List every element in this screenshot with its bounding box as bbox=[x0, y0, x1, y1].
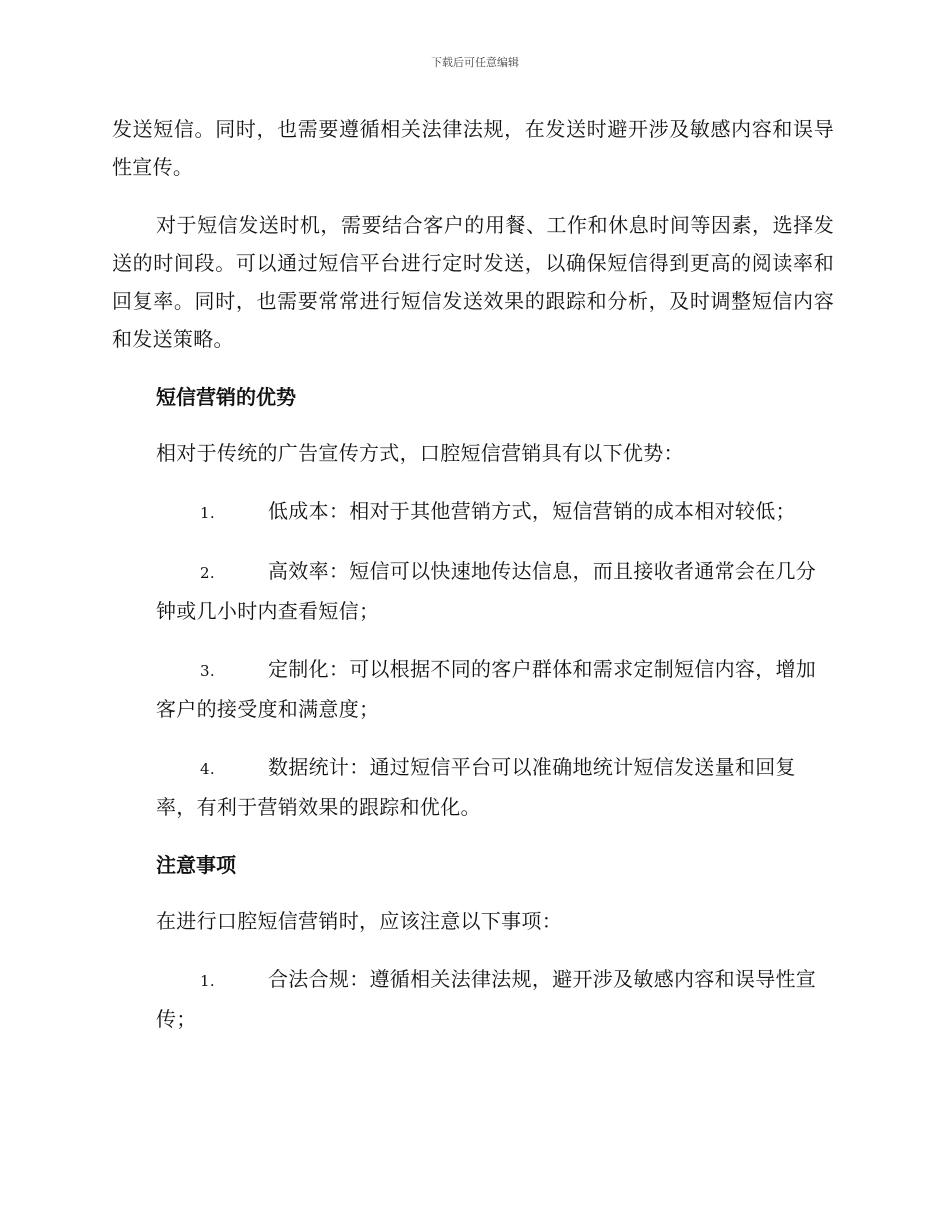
list-text: 合法合规：遵循相关法律法规，避开涉及敏感内容和误导性宣传； bbox=[156, 967, 817, 1031]
note-item-1 bbox=[112, 960, 834, 1038]
list-number: 1. bbox=[200, 972, 215, 990]
list-text: 数据统计：通过短信平台可以准确地统计短信发送量和回复率，有利于营销效果的跟踪和优化。 bbox=[156, 755, 796, 819]
page-header-note: 下载后可任意编辑 bbox=[431, 56, 519, 69]
list-text: 高效率：短信可以快速地传达信息，而且接收者通常会在几分钟或几小时内查看短信； bbox=[156, 559, 817, 623]
advantage-item-3 bbox=[112, 650, 834, 728]
advantages-intro: 相对于传统的广告宣传方式，口腔短信营销具有以下优势： bbox=[156, 441, 684, 465]
list-number: 1. bbox=[200, 504, 215, 522]
section-heading-advantages: 短信营销的优势 bbox=[156, 385, 296, 409]
list-text: 定制化：可以根据不同的客户群体和需求定制短信内容，增加客户的接受度和满意度； bbox=[156, 657, 817, 721]
paragraph-continuation: 发送短信。同时，也需要遵循相关法律法规，在发送时避开涉及敏感内容和误导性宣传。 bbox=[112, 117, 834, 179]
advantage-item-4 bbox=[112, 748, 834, 826]
document-body bbox=[112, 110, 834, 1058]
advantage-item-2 bbox=[112, 552, 834, 630]
advantage-item-1 bbox=[112, 492, 834, 532]
section-heading-notes: 注意事项 bbox=[156, 853, 236, 877]
paragraph-send-timing: 对于短信发送时机，需要结合客户的用餐、工作和休息时间等因素，选择发送的时间段。可以通过短信平台进行定时发送，以确保短信得到更高的阅读率和回复率。同时，也需要常常进行短信发送效果的跟踪和分析，及时调整短信内容和发送策略。 bbox=[112, 213, 834, 351]
list-number: 4. bbox=[200, 760, 215, 778]
notes-intro: 在进行口腔短信营销时，应该注意以下事项： bbox=[156, 909, 562, 933]
list-number: 3. bbox=[200, 662, 215, 680]
list-number: 2. bbox=[200, 564, 215, 582]
list-text: 低成本：相对于其他营销方式，短信营销的成本相对较低； bbox=[268, 499, 796, 523]
